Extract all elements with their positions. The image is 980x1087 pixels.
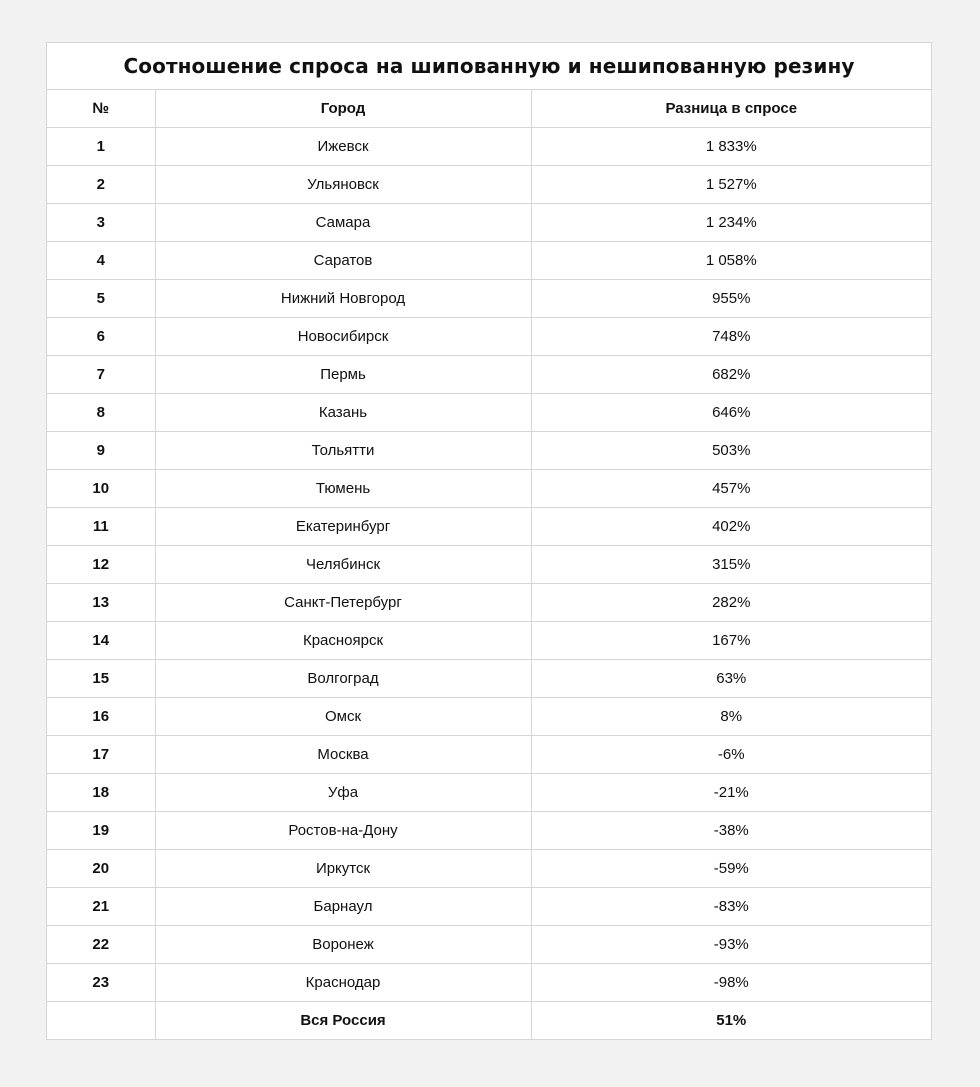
row-num: 14 bbox=[47, 622, 155, 660]
row-diff: -38% bbox=[531, 812, 931, 850]
row-num: 18 bbox=[47, 774, 155, 812]
demand-table bbox=[47, 90, 931, 1039]
table-row bbox=[47, 432, 931, 470]
row-diff: 167% bbox=[531, 622, 931, 660]
total-num-empty bbox=[47, 1002, 155, 1040]
row-num: 15 bbox=[47, 660, 155, 698]
row-diff: -93% bbox=[531, 926, 931, 964]
row-diff: 1 058% bbox=[531, 242, 931, 280]
row-diff: 402% bbox=[531, 508, 931, 546]
row-num: 2 bbox=[47, 166, 155, 204]
row-num: 23 bbox=[47, 964, 155, 1002]
row-diff: 63% bbox=[531, 660, 931, 698]
row-city: Ульяновск bbox=[155, 166, 531, 204]
table-row bbox=[47, 888, 931, 926]
row-diff: 1 833% bbox=[531, 128, 931, 166]
table-row bbox=[47, 318, 931, 356]
row-city: Самара bbox=[155, 204, 531, 242]
row-diff: 503% bbox=[531, 432, 931, 470]
table-row bbox=[47, 356, 931, 394]
table-row bbox=[47, 660, 931, 698]
row-city: Омск bbox=[155, 698, 531, 736]
row-city: Барнаул bbox=[155, 888, 531, 926]
total-row bbox=[47, 1002, 931, 1040]
row-city: Ростов-на-Дону bbox=[155, 812, 531, 850]
table-row bbox=[47, 622, 931, 660]
row-diff: 748% bbox=[531, 318, 931, 356]
column-header-diff: Разница в спросе bbox=[531, 90, 931, 128]
row-diff: -6% bbox=[531, 736, 931, 774]
row-diff: 1 234% bbox=[531, 204, 931, 242]
table-row bbox=[47, 242, 931, 280]
row-num: 4 bbox=[47, 242, 155, 280]
row-num: 1 bbox=[47, 128, 155, 166]
table-row bbox=[47, 926, 931, 964]
row-city: Москва bbox=[155, 736, 531, 774]
row-city: Тюмень bbox=[155, 470, 531, 508]
row-num: 12 bbox=[47, 546, 155, 584]
row-city: Нижний Новгород bbox=[155, 280, 531, 318]
row-diff: 646% bbox=[531, 394, 931, 432]
table-row bbox=[47, 470, 931, 508]
row-diff: 457% bbox=[531, 470, 931, 508]
column-header-num: № bbox=[47, 90, 155, 128]
row-num: 20 bbox=[47, 850, 155, 888]
row-city: Санкт-Петербург bbox=[155, 584, 531, 622]
row-city: Ижевск bbox=[155, 128, 531, 166]
table-row bbox=[47, 166, 931, 204]
row-city: Новосибирск bbox=[155, 318, 531, 356]
row-diff: 682% bbox=[531, 356, 931, 394]
row-diff: -98% bbox=[531, 964, 931, 1002]
column-header-city: Город bbox=[155, 90, 531, 128]
row-num: 9 bbox=[47, 432, 155, 470]
table-row bbox=[47, 698, 931, 736]
table-row bbox=[47, 736, 931, 774]
table-row bbox=[47, 128, 931, 166]
row-city: Уфа bbox=[155, 774, 531, 812]
row-num: 11 bbox=[47, 508, 155, 546]
table-row bbox=[47, 964, 931, 1002]
table-row bbox=[47, 508, 931, 546]
header-row bbox=[47, 90, 931, 128]
row-num: 21 bbox=[47, 888, 155, 926]
row-city: Саратов bbox=[155, 242, 531, 280]
row-diff: -59% bbox=[531, 850, 931, 888]
table-row bbox=[47, 394, 931, 432]
row-num: 3 bbox=[47, 204, 155, 242]
table-row bbox=[47, 812, 931, 850]
row-diff: 282% bbox=[531, 584, 931, 622]
row-num: 16 bbox=[47, 698, 155, 736]
row-diff: 955% bbox=[531, 280, 931, 318]
row-city: Краснодар bbox=[155, 964, 531, 1002]
row-num: 8 bbox=[47, 394, 155, 432]
row-city: Красноярск bbox=[155, 622, 531, 660]
row-num: 19 bbox=[47, 812, 155, 850]
row-diff: 315% bbox=[531, 546, 931, 584]
table-title: Соотношение спроса на шипованную и нешипованную резину bbox=[47, 43, 931, 90]
demand-table-card bbox=[46, 42, 932, 1040]
row-city: Казань bbox=[155, 394, 531, 432]
row-city: Волгоград bbox=[155, 660, 531, 698]
table-row bbox=[47, 204, 931, 242]
table-row bbox=[47, 584, 931, 622]
row-city: Пермь bbox=[155, 356, 531, 394]
row-num: 7 bbox=[47, 356, 155, 394]
row-num: 10 bbox=[47, 470, 155, 508]
table-row bbox=[47, 850, 931, 888]
row-diff: 8% bbox=[531, 698, 931, 736]
row-city: Тольятти bbox=[155, 432, 531, 470]
row-diff: -83% bbox=[531, 888, 931, 926]
row-city: Воронеж bbox=[155, 926, 531, 964]
row-city: Екатеринбург bbox=[155, 508, 531, 546]
row-num: 22 bbox=[47, 926, 155, 964]
row-num: 5 bbox=[47, 280, 155, 318]
row-city: Челябинск bbox=[155, 546, 531, 584]
table-row bbox=[47, 774, 931, 812]
table-row bbox=[47, 546, 931, 584]
row-diff: 1 527% bbox=[531, 166, 931, 204]
row-num: 6 bbox=[47, 318, 155, 356]
total-city: Вся Россия bbox=[155, 1002, 531, 1040]
total-diff: 51% bbox=[716, 1012, 747, 1029]
row-num: 17 bbox=[47, 736, 155, 774]
row-num: 13 bbox=[47, 584, 155, 622]
table-row bbox=[47, 280, 931, 318]
row-diff: -21% bbox=[531, 774, 931, 812]
row-city: Иркутск bbox=[155, 850, 531, 888]
